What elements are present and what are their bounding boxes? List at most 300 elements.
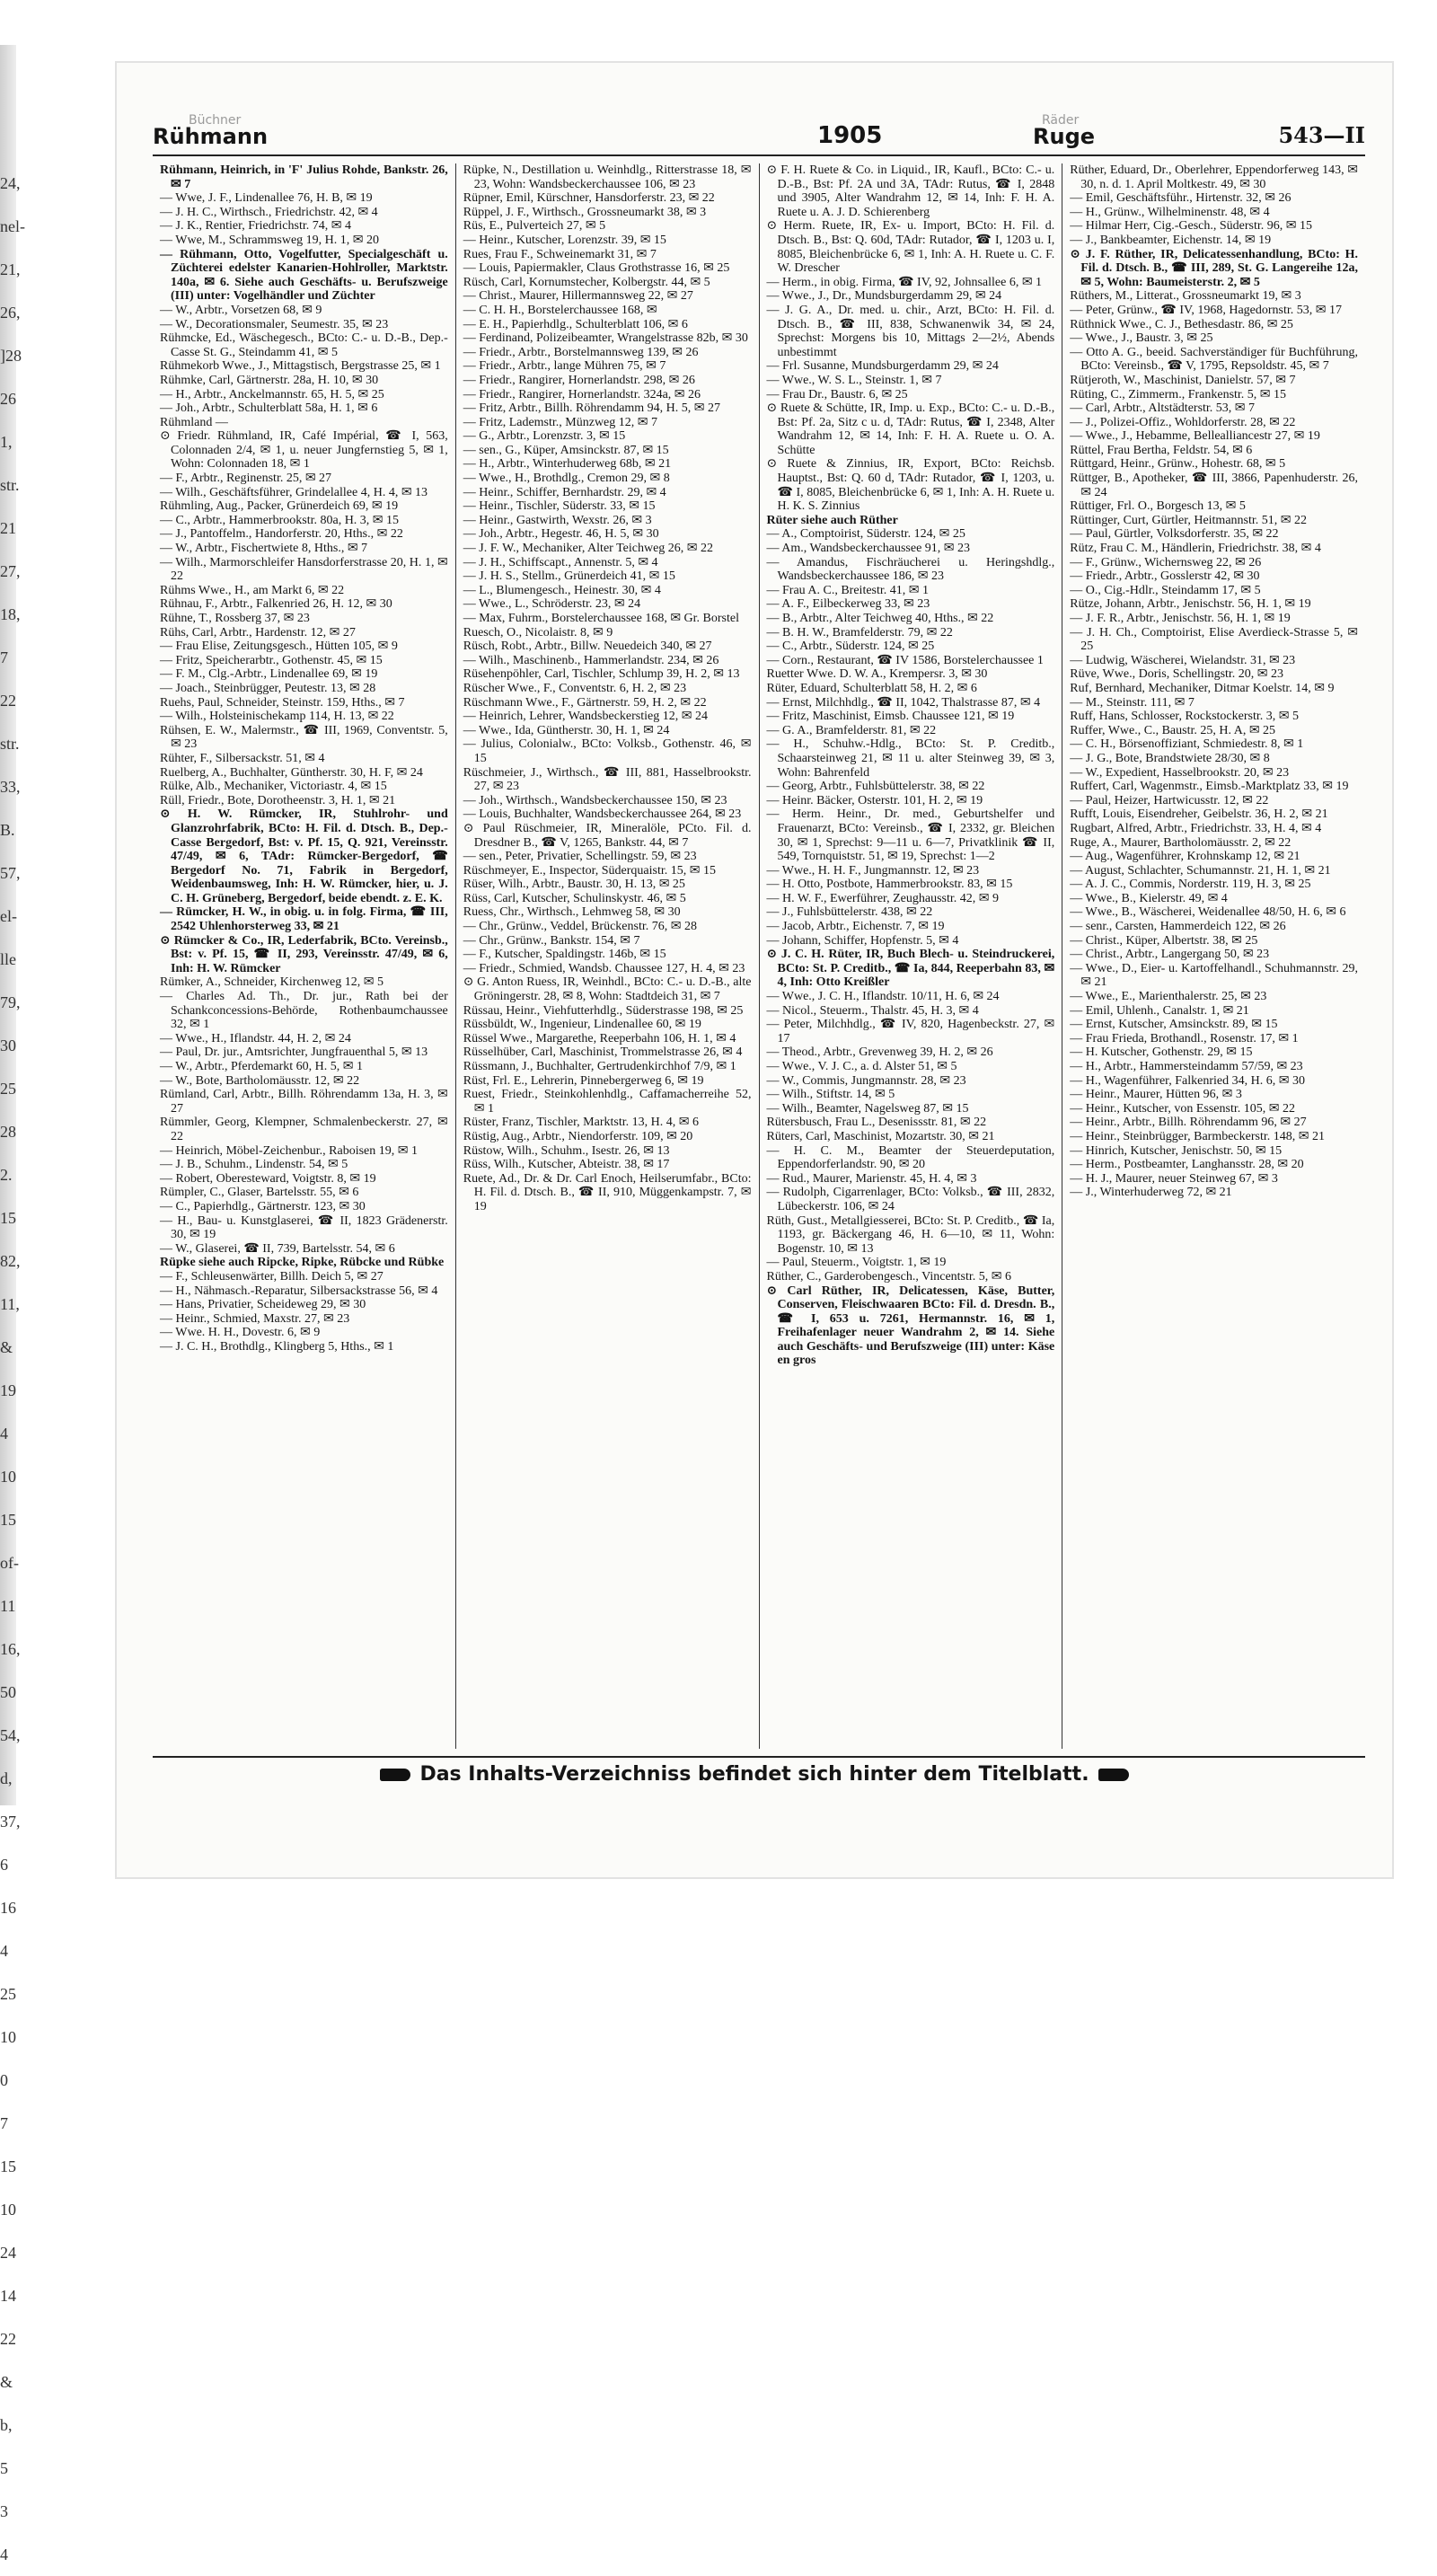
directory-entry: Rufft, Louis, Eisendreher, Geibelstr. 36, H. 2, ✉ 21 bbox=[1070, 807, 1328, 822]
directory-entry: — Rümcker, H. W., in obig. u. in folg. Firma, ☎ III, 2542 Uhlenhorsterweg 33, ✉ 21 bbox=[160, 905, 448, 934]
directory-entry: Rüttel, Frau Bertha, Feldstr. 54, ✉ 6 bbox=[1070, 443, 1253, 457]
directory-entry: — F., Kutscher, Spaldingstr. 146b, ✉ 15 bbox=[463, 948, 666, 962]
directory-entry: — Heinrich, Lehrer, Wandsbeckerstieg 12, ✉ 24 bbox=[463, 710, 708, 724]
previous-page-fragment: 79, bbox=[0, 993, 21, 1011]
directory-entry: — Ludwig, Wäscherei, Wielandstr. 31, ✉ 23 bbox=[1070, 653, 1296, 667]
directory-entry: — Theod., Arbtr., Grevenweg 39, H. 2, ✉ 26 bbox=[766, 1045, 993, 1060]
directory-entry: — Wilh., Holsteinischekamp 114, H. 13, ✉ 22 bbox=[160, 710, 394, 724]
directory-entry: — Herm., Postbeamter, Langhansstr. 28, ✉ 20 bbox=[1070, 1158, 1304, 1172]
directory-entry: — Hans, Privatier, Scheideweg 29, ✉ 30 bbox=[160, 1298, 366, 1312]
previous-page-fragment: 26 bbox=[0, 390, 16, 408]
previous-page-fragment: 18, bbox=[0, 605, 21, 623]
directory-entry: — Heinr., Kutscher, von Essenstr. 105, ✉ 22 bbox=[1070, 1101, 1295, 1116]
directory-entry: Rüpke, N., Destillation u. Weinhdlg., Ritterstrasse 18, ✉ 23, Wohn: Wandsbeckerchaussee 106, ✉ 23 bbox=[463, 163, 752, 191]
directory-entry: Ruesch, O., Nicolaistr. 8, ✉ 9 bbox=[463, 625, 613, 640]
directory-entry: Rütze, Johann, Arbtr., Jenischstr. 56, H. 1, ✉ 19 bbox=[1070, 597, 1311, 612]
directory-entry: — Charles Ad. Th., Dr. jur., Rath bei der Schankconcessions-Behörde, Rothenbaumchaussee 32, ✉ 1 bbox=[160, 990, 448, 1032]
directory-entry: — J. G., Bote, Brandstwiete 28/30, ✉ 8 bbox=[1070, 751, 1270, 765]
directory-entry: — Paul, Steuerm., Voigtstr. 1, ✉ 19 bbox=[766, 1256, 947, 1270]
previous-page-fragment: 54, bbox=[0, 1726, 21, 1744]
previous-page-fragment: 26, bbox=[0, 304, 21, 322]
directory-entry: — J., Pantoffelm., Handorferstr. 20, Hths., ✉ 22 bbox=[160, 527, 403, 542]
directory-entry: — Hinrich, Kutscher, Jenischstr. 50, ✉ 15 bbox=[1070, 1143, 1283, 1158]
directory-entry: — W., Arbtr., Fischertwiete 8, Hths., ✉ 7 bbox=[160, 542, 368, 556]
directory-entry: ⊙ G. Anton Ruess, IR, Weinhdl., BCto: C.- u. D.-B., alte Gröningerstr. 28, ✉ 8, Wohn: Stadtdeich 31, ✉ 7 bbox=[463, 975, 752, 1004]
directory-entry: Rühms Wwe., H., am Markt 6, ✉ 22 bbox=[160, 583, 345, 597]
column-3 bbox=[760, 163, 1063, 1749]
directory-entry: ⊙ Herm. Ruete, IR, Ex- u. Import, BCto: H. Fil. d. Dtsch. B., Bst: Q. 60d, TAdr: Rutador, ☎ I, 1203 u. I, 8085, Bleichenbrücke 6, ✉ 1, Inh: A. H. Ruete u. C. F. W. Drescher bbox=[766, 219, 1055, 276]
directory-entry: — A. F., Eilbeckerweg 33, ✉ 23 bbox=[766, 597, 930, 612]
previous-page-fragment: 25 bbox=[0, 1985, 16, 2003]
directory-entry: Rüter siehe auch Rüther bbox=[766, 513, 898, 527]
directory-entry: — H., Schuhw.-Hdlg., BCto: St. P. Creditb., Schaarsteinweg 21, ✉ 11 u. alter Steinweg 39, ✉ 3, Wohn: Bahrenfeld bbox=[766, 737, 1055, 780]
directory-entry: — H. W. F., Ewerführer, Zeughausstr. 42, ✉ 9 bbox=[766, 891, 1000, 905]
directory-entry: — Herm., in obig. Firma, ☎ IV, 92, Johnsallee 6, ✉ 1 bbox=[766, 275, 1043, 289]
directory-entry: — G., Arbtr., Lorenzstr. 3, ✉ 15 bbox=[463, 429, 626, 444]
directory-entry: — H. J., Maurer, neuer Steinweg 67, ✉ 3 bbox=[1070, 1171, 1278, 1186]
footer-rule bbox=[153, 1756, 1365, 1758]
previous-page-fragment: 28 bbox=[0, 1123, 16, 1141]
directory-entry: ⊙ Ruete & Schütte, IR, Imp. u. Exp., BCto: C.- u. D.-B., Bst: Pf. 2a, Sitz c u. d, TAdr: Rutus, ☎ I, 2348, Alter Wandrahm 12, ✉ 14, Inh: F. H. A. Ruete u. O. A. Schütte bbox=[766, 401, 1055, 457]
directory-entry: Rüttiger, Frl. O., Borgesch 13, ✉ 5 bbox=[1070, 499, 1246, 514]
directory-entry: — W., Arbtr., Pferdemarkt 60, H. 5, ✉ 1 bbox=[160, 1060, 363, 1073]
directory-entry: — Corn., Restaurant, ☎ IV 1586, Borstelerchaussee 1 bbox=[766, 653, 1044, 667]
directory-entry: — Chr., Grünw., Veddel, Brückenstr. 76, ✉ 28 bbox=[463, 920, 697, 934]
directory-entry: ⊙ H. W. Rümcker, IR, Stuhlrohr- und Glanzrohrfabrik, BCto: H. Fil. d. Dtsch. B., Dep.-Casse Bergedorf, Bst: v. Pf. 15, Q. 921, Vereinsstr. 47/49, ✉ 6, TAdr: Rümcker-Bergedorf, ☎ Bergedorf No. 71, Fabrik in Bergedorf, Weidenbaumsweg, Inh: H. W. Rümcker, hier, u. J. C. H. Grüneberg, Bergedorf, beide ebendt. z. E. K. bbox=[160, 807, 448, 905]
directory-entry: — Rühmann, Otto, Vogelfutter, Specialgeschäft u. Züchterei edelster Kanarien-Hohlroller, Marktstr. 140a, ✉ 6. Siehe auch Geschäfts- u. Berufszweige (III) unter: Vogelhändler und Züchter bbox=[160, 247, 448, 304]
directory-entry: — sen., G., Küper, Amsinckstr. 87, ✉ 15 bbox=[463, 443, 669, 457]
directory-entry: — C. H., Börsenoffiziant, Schmiedestr. 8, ✉ 1 bbox=[1070, 737, 1304, 752]
directory-entry: — J. H. C., Wirthsch., Friedrichstr. 42, ✉ 4 bbox=[160, 205, 378, 219]
directory-entry: — Joh., Arbtr., Hegestr. 46, H. 5, ✉ 30 bbox=[463, 527, 659, 542]
directory-entry: Rues, Frau F., Schweinemarkt 31, ✉ 7 bbox=[463, 247, 657, 261]
directory-entry: — J. B., Schuhm., Lindenstr. 54, ✉ 5 bbox=[160, 1158, 348, 1172]
directory-entry: — Wwe., B., Wäscherei, Weidenallee 48/50, H. 6, ✉ 6 bbox=[1070, 905, 1346, 920]
directory-entry: Rühne, T., Rossberg 37, ✉ 23 bbox=[160, 612, 310, 625]
directory-entry: Ruge, A., Maurer, Bartholomäusstr. 2, ✉ 22 bbox=[1070, 835, 1292, 850]
directory-entry: — Wwe. H. H., Dovestr. 6, ✉ 9 bbox=[160, 1326, 321, 1340]
directory-entry: Rühter, F., Silbersackstr. 51, ✉ 4 bbox=[160, 751, 325, 765]
directory-entry: — A., Comptoirist, Süderstr. 124, ✉ 25 bbox=[766, 527, 965, 542]
previous-page-fragment: nel- bbox=[0, 217, 25, 235]
directory-entry: — Wwe., B., Kielerstr. 49, ✉ 4 bbox=[1070, 891, 1228, 905]
previous-page-fragment: 15 bbox=[0, 1209, 16, 1227]
directory-entry: ⊙ J. C. H. Rüter, IR, Buch Blech- u. Steindruckerei, BCto: St. P. Creditb., ☎ Ia, 844, Reeperbahn 83, ✉ 4, Inh: Otto Kreißler bbox=[766, 948, 1055, 990]
directory-entry: — J. H. S., Stellm., Grünerdeich 41, ✉ 15 bbox=[463, 569, 675, 584]
previous-page-fragment: 10 bbox=[0, 1468, 16, 1486]
directory-entry: — Fritz, Speicherarbtr., Gothenstr. 45, ✉ 15 bbox=[160, 653, 383, 667]
directory-entry: — J., Fuhlsbüttelerstr. 438, ✉ 22 bbox=[766, 905, 933, 920]
directory-entry: — Frau A. C., Breitestr. 41, ✉ 1 bbox=[766, 583, 930, 597]
directory-entry: — J. F. R., Arbtr., Jenischstr. 56, H. 1, ✉ 19 bbox=[1070, 612, 1291, 625]
directory-entry: — Wwe., Ida, Güntherstr. 30, H. 1, ✉ 24 bbox=[463, 723, 670, 737]
directory-entry: ⊙ Friedr. Rühmland, IR, Café Impérial, ☎ I, 563, Colonnaden 2/4, ✉ 1, u. neuer Jungfernstieg 5, ✉ 1, Wohn: Colonnaden 18, ✉ 1 bbox=[160, 429, 448, 472]
directory-entry: — J. G. A., Dr. med. u. chir., Arzt, BCto: H. Fil. d. Dtsch. B., ☎ III, 838, Schwanenwik 34, ✉ 24, Sprechst: Morgens bis 10, Mittags 2—2½, Abends unbestimmt bbox=[766, 303, 1055, 359]
previous-page-fragment: 11, bbox=[0, 1295, 20, 1313]
directory-entry: Rülke, Alb., Mechaniker, Victoriastr. 4, ✉ 15 bbox=[160, 780, 387, 794]
previous-page-fragment: 10 bbox=[0, 2201, 16, 2219]
directory-entry: — Christ., Maurer, Hillermannsweg 22, ✉ 27 bbox=[463, 289, 693, 304]
previous-page-fragment: 7 bbox=[0, 2114, 8, 2132]
previous-page-fragment: 15 bbox=[0, 2157, 16, 2175]
directory-entry: Rüttgard, Heinr., Grünw., Hohestr. 68, ✉ 5 bbox=[1070, 457, 1286, 472]
directory-entry: — Robert, Oberesteward, Voigtstr. 8, ✉ 19 bbox=[160, 1171, 376, 1186]
directory-entry: — Heinr., Kutscher, Lorenzstr. 39, ✉ 15 bbox=[463, 233, 666, 247]
directory-entry: — J., Bankbeamter, Eichenstr. 14, ✉ 19 bbox=[1070, 233, 1272, 247]
previous-page-fragment: 16 bbox=[0, 1899, 16, 1917]
directory-entry: Rütersbusch, Frau L., Desenissstr. 81, ✉ 22 bbox=[766, 1116, 987, 1130]
directory-entry: Rüth, Gust., Metallgiesserei, BCto: St. P. Creditb., ☎ Ia, 1193, gr. Bäckergang 46, H. 6—10, ✉ 11, Wohn: Bogenstr. 10, ✉ 13 bbox=[766, 1213, 1055, 1256]
directory-entry: — O., Cig.-Hdlr., Steindamm 17, ✉ 5 bbox=[1070, 583, 1261, 597]
directory-entry: — Max, Fuhrm., Borstelerchaussee 168, ✉ Gr. Borstel bbox=[463, 612, 739, 625]
directory-entry: — H. C. M., Beamter der Steuerdeputation, Eppendorferlandstr. 90, ✉ 20 bbox=[766, 1143, 1055, 1172]
directory-entry: — Wwe., V. J. C., a. d. Alster 51, ✉ 5 bbox=[766, 1060, 957, 1073]
directory-entry: Rugbart, Alfred, Arbtr., Friedrichstr. 33, H. 4, ✉ 4 bbox=[1070, 821, 1322, 835]
page-number: 543—II bbox=[1278, 122, 1365, 148]
directory-entry: ⊙ Ruete & Zinnius, IR, Export, BCto: Reichsb. Hauptst., Bst: Q. 60 d, TAdr: Rutador, ☎ I, 1203, u. ☎ I, 8085, Bleichenbrücke 6, ✉ 1, Inh: A. H. Ruete u. H. K. S. Zinnius bbox=[766, 457, 1055, 514]
directory-entry: Rüsch, Robt., Arbtr., Billw. Neuedeich 340, ✉ 27 bbox=[463, 640, 712, 654]
directory-entry: Rüll, Friedr., Bote, Dorotheenstr. 3, H. 1, ✉ 21 bbox=[160, 793, 396, 807]
directory-entry: Ruess, Chr., Wirthsch., Lehmweg 58, ✉ 30 bbox=[463, 905, 681, 920]
column-4 bbox=[1062, 163, 1365, 1749]
directory-entry: Rüssbüldt, W., Ingenieur, Lindenallee 60, ✉ 19 bbox=[463, 1018, 701, 1032]
directory-entry: — Wilh., Maschinenb., Hammerlandstr. 234, ✉ 26 bbox=[463, 653, 719, 667]
directory-entry: — Wwe., J., Baustr. 3, ✉ 25 bbox=[1070, 331, 1213, 346]
previous-page-fragment: 22 bbox=[0, 2330, 16, 2348]
directory-entry: — Heinr., Tischler, Süderstr. 33, ✉ 15 bbox=[463, 499, 656, 514]
directory-entry: — senr., Carsten, Hammerdeich 122, ✉ 26 bbox=[1070, 920, 1286, 934]
directory-entry: — Wilh., Beamter, Nagelsweg 87, ✉ 15 bbox=[766, 1101, 969, 1116]
pointing-hand-icon-right bbox=[1098, 1769, 1129, 1781]
directory-entry: Rüster, Franz, Tischler, Marktstr. 13, H. 4, ✉ 6 bbox=[463, 1116, 699, 1130]
directory-entry: — Frl. Susanne, Mundsburgerdamm 29, ✉ 24 bbox=[766, 359, 999, 374]
directory-entry: — Louis, Buchhalter, Wandsbeckerchaussee 264, ✉ 23 bbox=[463, 807, 742, 822]
directory-entry: — Wilh., Marmorschleifer Hansdorferstrasse 20, H. 1, ✉ 22 bbox=[160, 555, 448, 584]
directory-entry: — A. J. C., Commis, Norderstr. 119, H. 3, ✉ 25 bbox=[1070, 878, 1311, 892]
header-bleed-left: Büchner bbox=[189, 113, 242, 128]
directory-entry: Ruf, Bernhard, Mechaniker, Ditmar Koelstr. 14, ✉ 9 bbox=[1070, 681, 1335, 695]
directory-entry: Rüpke siehe auch Ripcke, Ripke, Rübcke und Rübke bbox=[160, 1256, 445, 1270]
directory-entry: — C., Arbtr., Hammerbrookstr. 80a, H. 3, ✉ 15 bbox=[160, 513, 400, 527]
directory-entry: Rüschmeyer, E., Inspector, Süderquaistr. 15, ✉ 15 bbox=[463, 863, 716, 878]
directory-entry: — Ernst, Milchhdlg., ☎ II, 1042, Thalstrasse 87, ✉ 4 bbox=[766, 695, 1041, 710]
directory-entry: — Fritz, Maschinist, Eimsb. Chaussee 121, ✉ 19 bbox=[766, 710, 1015, 724]
previous-page-fragment: d, bbox=[0, 1769, 13, 1787]
directory-entry: Rüstow, Wilh., Schuhm., Isestr. 26, ✉ 13 bbox=[463, 1143, 670, 1158]
previous-page-fragment: of- bbox=[0, 1554, 19, 1572]
directory-entry: Rühmling, Aug., Packer, Grünerdeich 69, ✉ 19 bbox=[160, 499, 399, 514]
pointing-hand-icon bbox=[380, 1769, 410, 1781]
directory-entry: — J. K., Rentier, Friedrichstr. 74, ✉ 4 bbox=[160, 219, 351, 234]
column-1 bbox=[153, 163, 456, 1749]
directory-entry: — Paul, Heizer, Hartwicusstr. 12, ✉ 22 bbox=[1070, 793, 1269, 807]
directory-entry: — Peter, Grünw., ☎ IV, 1968, Hagedornstr. 53, ✉ 17 bbox=[1070, 303, 1342, 317]
previous-page-edge bbox=[0, 162, 52, 2563]
previous-page-fragment: lle bbox=[0, 950, 16, 968]
directory-entry: — G. A., Bramfelderstr. 81, ✉ 22 bbox=[766, 723, 937, 737]
directory-entry: — Julius, Colonialw., BCto: Volksb., Gothenstr. 46, ✉ 15 bbox=[463, 737, 752, 765]
directory-entry: — H. Otto, Postbote, Hammerbrookstr. 83, ✉ 15 bbox=[766, 878, 1013, 892]
directory-entry: — Heinr., Steinbrügger, Barmbeckerstr. 148, ✉ 21 bbox=[1070, 1129, 1325, 1143]
directory-entry: — Frau Dr., Baustr. 6, ✉ 25 bbox=[766, 387, 908, 401]
previous-page-fragment: b, bbox=[0, 2416, 13, 2434]
directory-entry: — Wilh., Stiftstr. 14, ✉ 5 bbox=[766, 1088, 895, 1102]
previous-page-fragment: 21, bbox=[0, 260, 21, 278]
previous-page-fragment: & bbox=[0, 2373, 13, 2391]
directory-entry: — Heinr., Maurer, Hütten 96, ✉ 3 bbox=[1070, 1088, 1242, 1102]
column-2 bbox=[456, 163, 760, 1749]
directory-entry: — J., Polizei-Offiz., Wohldorferstr. 28, ✉ 22 bbox=[1070, 415, 1296, 429]
directory-entry: Rüss, Wilh., Kutscher, Abteistr. 38, ✉ 17 bbox=[463, 1158, 670, 1172]
directory-entry: — E. H., Papierhdlg., Schulterblatt 106, ✉ 6 bbox=[463, 317, 688, 331]
directory-entry: — H., Grünw., Wilhelminenstr. 48, ✉ 4 bbox=[1070, 205, 1270, 219]
previous-page-fragment: 0 bbox=[0, 2071, 8, 2089]
directory-entry: — Herm. Heinr., Dr. med., Geburtshelfer und Frauenarzt, BCto: Vereinsb., ☎ I, 2332, gr. Bleichen 30, ✉ 1, Sprechst: 9—11 u. 6—7, Privatklinik ☎ II, 549, Tornquiststr. 51, ✉ 19, Sprechst: 1—2 bbox=[766, 807, 1055, 864]
directory-entry: — W., Bote, Bartholomäusstr. 12, ✉ 22 bbox=[160, 1073, 360, 1088]
previous-page-fragment: 37, bbox=[0, 1813, 21, 1831]
directory-entry: Rüschmann Wwe., F., Gärtnerstr. 59, H. 2, ✉ 22 bbox=[463, 695, 707, 710]
directory-entry: Rühmann, Heinrich, in 'F' Julius Rohde, Bankstr. 26, ✉ 7 bbox=[160, 163, 448, 191]
directory-entry: — B. H. W., Bramfelderstr. 79, ✉ 22 bbox=[766, 625, 953, 640]
directory-entry: Rüssmann, J., Buchhalter, Gertrudenkirchhof 7/9, ✉ 1 bbox=[463, 1060, 736, 1073]
previous-page-fragment: 50 bbox=[0, 1683, 16, 1701]
directory-entry: — J. H. Ch., Comptoirist, Elise Averdieck-Strasse 5, ✉ 25 bbox=[1070, 625, 1358, 654]
directory-entry: — W., Decorationsmaler, Seumestr. 35, ✉ 23 bbox=[160, 317, 389, 331]
previous-page-fragment: 33, bbox=[0, 778, 21, 796]
previous-page-fragment: 4 bbox=[0, 1942, 8, 1960]
previous-page-fragment: 24 bbox=[0, 2244, 16, 2262]
directory-entry: Ruffer, Wwe., C., Baustr. 25, H. A, ✉ 25 bbox=[1070, 723, 1276, 737]
directory-entry: Rüttinger, Curt, Gürtler, Heitmannstr. 51, ✉ 22 bbox=[1070, 513, 1307, 527]
directory-entry: Rüting, C., Zimmerm., Frankenstr. 5, ✉ 15 bbox=[1070, 387, 1287, 401]
directory-entry: — Wwe., J. C. H., Iflandstr. 10/11, H. 6, ✉ 24 bbox=[766, 990, 1000, 1004]
directory-entry: — Heinr., Gastwirth, Wexstr. 26, ✉ 3 bbox=[463, 513, 652, 527]
previous-page-fragment: 2. bbox=[0, 1166, 13, 1184]
directory-entry: — Rudolph, Cigarrenlager, BCto: Volksb., ☎ III, 2832, Lübeckerstr. 106, ✉ 24 bbox=[766, 1186, 1055, 1213]
previous-page-fragment: 4 bbox=[0, 2545, 8, 2563]
directory-entry: Rüssau, Heinr., Viehfutterhdlg., Süderstrasse 198, ✉ 25 bbox=[463, 1003, 744, 1018]
directory-entry: — C. H. H., Borstelerchaussee 168, ✉ bbox=[463, 303, 657, 317]
directory-entry: — B., Arbtr., Alter Teichweg 40, Hths., ✉ 22 bbox=[766, 612, 994, 625]
directory-entry: Rüthers, M., Litterat., Grossneumarkt 19, ✉ 3 bbox=[1070, 289, 1301, 304]
directory-entry: — J. C. H., Brothdlg., Klingberg 5, Hths., ✉ 1 bbox=[160, 1339, 394, 1354]
directory-entry: — Wwe., H., Brothdlg., Cremon 29, ✉ 8 bbox=[463, 472, 670, 486]
directory-entry: Rüsehenpöhler, Carl, Tischler, Schlump 39, H. 2, ✉ 13 bbox=[463, 667, 740, 682]
directory-entry: Rüther, Eduard, Dr., Oberlehrer, Eppendorferweg 143, ✉ 30, n. d. 1. April Moltkestr. 49, ✉ 30 bbox=[1070, 163, 1358, 191]
directory-entry: Rüppel, J. F., Wirthsch., Grossneumarkt 38, ✉ 3 bbox=[463, 205, 707, 219]
directory-entry: — Wwe., H. H. F., Jungmannstr. 12, ✉ 23 bbox=[766, 863, 980, 878]
directory-entry: Rümland, Carl, Arbtr., Billh. Röhrendamm 13a, H. 3, ✉ 27 bbox=[160, 1088, 448, 1116]
directory-entry: — C., Arbtr., Süderstr. 124, ✉ 25 bbox=[766, 640, 935, 654]
directory-entry: ⊙ Paul Rüschmeier, IR, Mineralöle, PCto. Fil. d. Dresdner B., ☎ V, 1265, Bankstr. 44, ✉ 7 bbox=[463, 821, 752, 850]
directory-entry: — C., Papierhdlg., Gärtnerstr. 123, ✉ 30 bbox=[160, 1199, 366, 1213]
directory-entry: Rüpner, Emil, Kürschner, Hansdorferstr. 23, ✉ 22 bbox=[463, 191, 715, 206]
directory-entry: ⊙ F. H. Ruete & Co. in Liquid., IR, Kaufl., BCto: C.- u. D.-B., Bst: Pf. 2A und 3A, TAdr: Rutus, ☎ I, 2848 und 3905, Alter Wandrahm 12, ✉ 14, Inh: F. H. A. Ruete u. A. J. D. Schierenberg bbox=[766, 163, 1055, 219]
directory-entry: — F., Schleusenwärter, Billh. Deich 5, ✉ 27 bbox=[160, 1269, 383, 1284]
directory-entry: Rüsch, Carl, Kornumstecher, Kolbergstr. 44, ✉ 5 bbox=[463, 275, 710, 289]
header-bleed-right: Räder bbox=[1042, 113, 1080, 128]
directory-entry: ⊙ Carl Rüther, IR, Delicatessen, Käse, Butter, Conserven, Fleischwaaren BCto: Fil. d. Dresdn. B., ☎ I, 653 u. 7261, Hermannstr. 16, ✉ 1, Freihafenlager neuer Wandrahm 2, ✉ 14. Siehe auch Geschäfts- und Berufszweige (III) unter: Käse en gros bbox=[766, 1284, 1055, 1368]
directory-entry: Rühmcke, Ed., Wäschegesch., BCto: C.- u. D.-B., Dep.-Casse St. G., Steindamm 41, ✉ 5 bbox=[160, 331, 448, 359]
directory-entry: Rüss, Carl, Kutscher, Schulinskystr. 46, ✉ 5 bbox=[463, 891, 686, 905]
previous-page-fragment: 22 bbox=[0, 692, 16, 710]
directory-entry: Rüther, C., Garderobengesch., Vincentstr. 5, ✉ 6 bbox=[766, 1269, 1012, 1284]
directory-entry: — Joh., Arbtr., Schulterblatt 58a, H. 1, ✉ 6 bbox=[160, 401, 378, 416]
previous-page-fragment: 1, bbox=[0, 433, 13, 451]
directory-entry: — Georg, Arbtr., Fuhlsbüttelerstr. 38, ✉ 22 bbox=[766, 780, 985, 794]
directory-entry: — Jacob, Arbtr., Eichenstr. 7, ✉ 19 bbox=[766, 920, 945, 934]
directory-entry: Ruff, Hans, Schlosser, Rockstockerstr. 3, ✉ 5 bbox=[1070, 710, 1299, 724]
previous-page-fragment: & bbox=[0, 1338, 13, 1356]
previous-page-fragment: 5 bbox=[0, 2459, 8, 2477]
directory-entry: ⊙ J. F. Rüther, IR, Delicatessenhandlung, BCto: H. Fil. d. Dtsch. B., ☎ III, 289, St. G. Langereihe 12a, ✉ 5, Wohn: Baumeisterstr. 2, ✉ 5 bbox=[1070, 247, 1358, 289]
directory-entry: — Chr., Grünw., Bankstr. 154, ✉ 7 bbox=[463, 933, 640, 948]
directory-entry: — Christ., Küper, Albertstr. 38, ✉ 25 bbox=[1070, 933, 1258, 948]
directory-entry: Rüters, Carl, Maschinist, Mozartstr. 30, ✉ 21 bbox=[766, 1129, 995, 1143]
previous-page-fragment: 82, bbox=[0, 1252, 21, 1270]
directory-entry: Rüst, Frl. E., Lehrerin, Pinnebergerweg 6, ✉ 19 bbox=[463, 1073, 704, 1088]
directory-entry: — W., Arbtr., Vorsetzen 68, ✉ 9 bbox=[160, 303, 322, 317]
header-year: 1905 bbox=[817, 122, 883, 149]
footer-notice bbox=[117, 1763, 1392, 1786]
previous-page-fragment: 6 bbox=[0, 1856, 8, 1874]
directory-entry: Rüssel Wwe., Margarethe, Reeperbahn 106, H. 1, ✉ 4 bbox=[463, 1031, 736, 1045]
directory-entry: Rüter, Eduard, Schulterblatt 58, H. 2, ✉ 6 bbox=[766, 681, 977, 695]
previous-page-fragment: 27, bbox=[0, 562, 21, 580]
directory-entry: Rümpler, C., Glaser, Bartelsstr. 55, ✉ 6 bbox=[160, 1186, 359, 1200]
directory-entry: — sen., Peter, Privatier, Schellingstr. 59, ✉ 23 bbox=[463, 850, 697, 864]
directory-entry: — H., Arbtr., Hammersteindamm 57/59, ✉ 23 bbox=[1070, 1060, 1303, 1073]
directory-entry: Ruffert, Carl, Wagenmstr., Eimsb.-Marktplatz 33, ✉ 19 bbox=[1070, 780, 1349, 794]
directory-entry: — H., Wagenführer, Falkenried 34, H. 6, ✉ 30 bbox=[1070, 1073, 1305, 1088]
previous-page-fragment: 16, bbox=[0, 1640, 21, 1658]
directory-entry: Rühmland — bbox=[160, 415, 228, 429]
directory-entry: — Joh., Wirthsch., Wandsbeckerchaussee 150, ✉ 23 bbox=[463, 793, 727, 807]
directory-entry: — Frau Frieda, Brothandl., Rosenstr. 17, ✉ 1 bbox=[1070, 1031, 1299, 1045]
directory-entry: Rühsen, E. W., Malermstr., ☎ III, 1969, Conventstr. 5, ✉ 23 bbox=[160, 723, 448, 752]
directory-entry: — Amandus, Fischräucherei u. Heringshdlg., Wandsbeckerchaussee 186, ✉ 23 bbox=[766, 555, 1055, 584]
header-first-entry: Rühmann bbox=[153, 124, 269, 149]
directory-entry: Rüscher Wwe., F., Conventstr. 6, H. 2, ✉ 23 bbox=[463, 681, 687, 695]
directory-entry: — Paul, Gürtler, Volksdorferstr. 35, ✉ 22 bbox=[1070, 527, 1279, 542]
previous-page-fragment: 10 bbox=[0, 2028, 16, 2046]
directory-entry: — Peter, Milchhdlg., ☎ IV, 820, Hagenbeckstr. 27, ✉ 17 bbox=[766, 1018, 1055, 1045]
directory-entry: — Emil, Geschäftsführ., Hirtenstr. 32, ✉ 26 bbox=[1070, 191, 1292, 206]
previous-page-fragment: 25 bbox=[0, 1080, 16, 1098]
directory-entry: — Heinr., Schiffer, Bernhardstr. 29, ✉ 4 bbox=[463, 485, 666, 499]
directory-entry: — M., Steinstr. 111, ✉ 7 bbox=[1070, 695, 1195, 710]
directory-entry: — F., Grünw., Wichernsweg 22, ✉ 26 bbox=[1070, 555, 1262, 569]
directory-entry: — Fritz, Arbtr., Billh. Röhrendamm 94, H. 5, ✉ 27 bbox=[463, 401, 721, 416]
directory-entry: — J., Winterhuderweg 72, ✉ 21 bbox=[1070, 1186, 1232, 1200]
footer-text: Das Inhalts-Verzeichniss befindet sich hinter dem Titelblatt. bbox=[419, 1763, 1089, 1786]
previous-page-fragment: 15 bbox=[0, 1511, 16, 1529]
directory-entry: Rümmler, Georg, Klempner, Schmalenbeckerstr. 27, ✉ 22 bbox=[160, 1116, 448, 1143]
directory-entry: — Friedr., Schmied, Wandsb. Chaussee 127, H. 4, ✉ 23 bbox=[463, 961, 745, 975]
directory-entry: — Joach., Steinbrügger, Peutestr. 13, ✉ 28 bbox=[160, 681, 376, 695]
directory-entry: — W., Glaserei, ☎ II, 739, Bartelsstr. 54, ✉ 6 bbox=[160, 1241, 395, 1256]
directory-entry: — W., Commis, Jungmannstr. 28, ✉ 23 bbox=[766, 1073, 966, 1088]
directory-entry: — Friedr., Rangirer, Hornerlandstr. 324a, ✉ 26 bbox=[463, 387, 701, 401]
directory-entry: — Johann, Schiffer, Hopfenstr. 5, ✉ 4 bbox=[766, 933, 959, 948]
directory-entry: Ruetter Wwe. D. W. A., Krempersr. 3, ✉ 30 bbox=[766, 667, 988, 682]
directory-entry: — F. M., Clg.-Arbtr., Lindenallee 69, ✉ 19 bbox=[160, 667, 378, 682]
directory-entry: — Louis, Papiermakler, Claus Grothstrasse 16, ✉ 25 bbox=[463, 261, 730, 276]
previous-page-fragment: 57, bbox=[0, 864, 21, 882]
directory-entry: — F., Arbtr., Reginenstr. 25, ✉ 27 bbox=[160, 472, 332, 486]
directory-entry: — Wwe., W. S. L., Steinstr. 1, ✉ 7 bbox=[766, 373, 942, 387]
directory-entry: — Paul, Dr. jur., Amtsrichter, Jungfrauenthal 5, ✉ 13 bbox=[160, 1045, 428, 1060]
directory-entry: — Ernst, Kutscher, Amsinckstr. 89, ✉ 15 bbox=[1070, 1018, 1278, 1032]
directory-entry: Rühmekorb Wwe., J., Mittagstisch, Bergstrasse 25, ✉ 1 bbox=[160, 359, 441, 374]
previous-page-fragment: 11 bbox=[0, 1597, 16, 1615]
previous-page-fragment: 30 bbox=[0, 1037, 16, 1054]
directory-entry: — Wwe., E., Marienthalerstr. 25, ✉ 23 bbox=[1070, 990, 1267, 1004]
directory-entry: Rühmke, Carl, Gärtnerstr. 28a, H. 10, ✉ 30 bbox=[160, 373, 379, 387]
directory-entry: — Heinrich, Möbel-Zeichenbur., Raboisen 19, ✉ 1 bbox=[160, 1143, 418, 1158]
previous-page-fragment: 14 bbox=[0, 2287, 16, 2305]
directory-entry: — Rud., Maurer, Marienstr. 45, H. 4, ✉ 3 bbox=[766, 1171, 977, 1186]
directory-entry: — Otto A. G., beeid. Sachverständiger für Buchführung, BCto: Vereinsb., ☎ V, 1795, Repsoldstr. 45, ✉ 7 bbox=[1070, 345, 1358, 374]
directory-entry: Rühs, Carl, Arbtr., Hardenstr. 12, ✉ 27 bbox=[160, 625, 356, 640]
directory-columns bbox=[153, 163, 1365, 1749]
directory-entry: — Friedr., Arbtr., Borstelmannsweg 139, ✉ 26 bbox=[463, 345, 699, 359]
directory-entry: — Wwe., H., Iflandstr. 44, H. 2, ✉ 24 bbox=[160, 1031, 351, 1045]
directory-entry: — Fritz, Lademstr., Münzweg 12, ✉ 7 bbox=[463, 415, 658, 429]
directory-entry: Ruete, Ad., Dr. & Dr. Carl Enoch, Heilserumfabr., BCto: H. Fil. d. Dtsch. B., ☎ II, 910, Müggenkampstr. 7, ✉ 19 bbox=[463, 1171, 752, 1213]
directory-entry: — H., Arbtr., Anckelmannstr. 65, H. 5, ✉ 25 bbox=[160, 387, 384, 401]
directory-entry: — H. Kutscher, Gothenstr. 29, ✉ 15 bbox=[1070, 1045, 1253, 1060]
directory-entry: Rühnau, F., Arbtr., Falkenried 26, H. 12, ✉ 30 bbox=[160, 597, 392, 612]
previous-page-fragment: str. bbox=[0, 735, 20, 753]
directory-entry: — Wwe, M., Schrammsweg 19, H. 1, ✉ 20 bbox=[160, 233, 380, 247]
directory-entry: Rüsselhüber, Carl, Maschinist, Trommelstrasse 26, ✉ 4 bbox=[463, 1045, 743, 1060]
directory-entry: — Christ., Arbtr., Langergang 50, ✉ 23 bbox=[1070, 948, 1270, 962]
directory-entry: — Carl, Arbtr., Altstädterstr. 53, ✉ 7 bbox=[1070, 401, 1256, 416]
directory-entry: — J. H., Schiffscapt., Annenstr. 5, ✉ 4 bbox=[463, 555, 658, 569]
directory-entry: — Wilh., Geschäftsführer, Grindelallee 4, H. 4, ✉ 13 bbox=[160, 485, 428, 499]
directory-entry: Rüttger, B., Apotheker, ☎ III, 3866, Papenhuderstr. 26, ✉ 24 bbox=[1070, 472, 1358, 499]
directory-entry: — Friedr., Arbtr., Gosslerstr 42, ✉ 30 bbox=[1070, 569, 1260, 584]
directory-entry: — W., Expedient, Hasselbrookstr. 20, ✉ 23 bbox=[1070, 765, 1290, 780]
previous-page-fragment: 7 bbox=[0, 648, 8, 666]
directory-entry: — Wwe., J., Dr., Mundsburgerdamm 29, ✉ 24 bbox=[766, 289, 1002, 304]
directory-entry: Ruest, Friedr., Steinkohlenhdlg., Caffamacherreihe 52, ✉ 1 bbox=[463, 1088, 752, 1116]
directory-entry: — H., Nähmasch.-Reparatur, Silbersackstrasse 56, ✉ 4 bbox=[160, 1284, 438, 1298]
directory-entry: — Emil, Uhlenh., Canalstr. 1, ✉ 21 bbox=[1070, 1003, 1249, 1018]
previous-page-fragment: 3 bbox=[0, 2502, 8, 2520]
directory-entry: — Wwe, J. F., Lindenallee 76, H. B, ✉ 19 bbox=[160, 191, 373, 206]
directory-page bbox=[117, 63, 1392, 1877]
directory-entry: — J. F. W., Mechaniker, Alter Teichweg 26, ✉ 22 bbox=[463, 542, 714, 556]
directory-entry: — Nicol., Steuerm., Thalstr. 45, H. 3, ✉ 4 bbox=[766, 1003, 979, 1018]
previous-page-fragment: ]28 bbox=[0, 347, 22, 365]
directory-entry: — Friedr., Arbtr., lange Mühren 75, ✉ 7 bbox=[463, 359, 666, 374]
directory-entry: Ruehs, Paul, Schneider, Steinstr. 159, Hths., ✉ 7 bbox=[160, 695, 405, 710]
directory-entry: — H., Bau- u. Kunstglaserei, ☎ II, 1823 Grädenerstr. 30, ✉ 19 bbox=[160, 1213, 448, 1242]
directory-entry: Rüthnick Wwe., C. J., Bethesdastr. 86, ✉ 25 bbox=[1070, 317, 1293, 331]
previous-page-fragment: 19 bbox=[0, 1381, 16, 1399]
directory-entry: — L., Blumengesch., Heinestr. 30, ✉ 4 bbox=[463, 583, 661, 597]
directory-entry: — Hilmar Herr, Cig.-Gesch., Süderstr. 96, ✉ 15 bbox=[1070, 219, 1312, 234]
previous-page-fragment: 24, bbox=[0, 174, 21, 192]
header-last-entry: Ruge bbox=[1033, 124, 1096, 149]
previous-page-fragment: B. bbox=[0, 821, 15, 839]
directory-entry: — H., Arbtr., Winterhuderweg 68b, ✉ 21 bbox=[463, 457, 672, 472]
running-head bbox=[153, 113, 1365, 156]
directory-entry: Rüs, E., Pulverteich 27, ✉ 5 bbox=[463, 219, 606, 234]
directory-entry: — Ferdinand, Polizeibeamter, Wrangelstrasse 82b, ✉ 30 bbox=[463, 331, 748, 346]
